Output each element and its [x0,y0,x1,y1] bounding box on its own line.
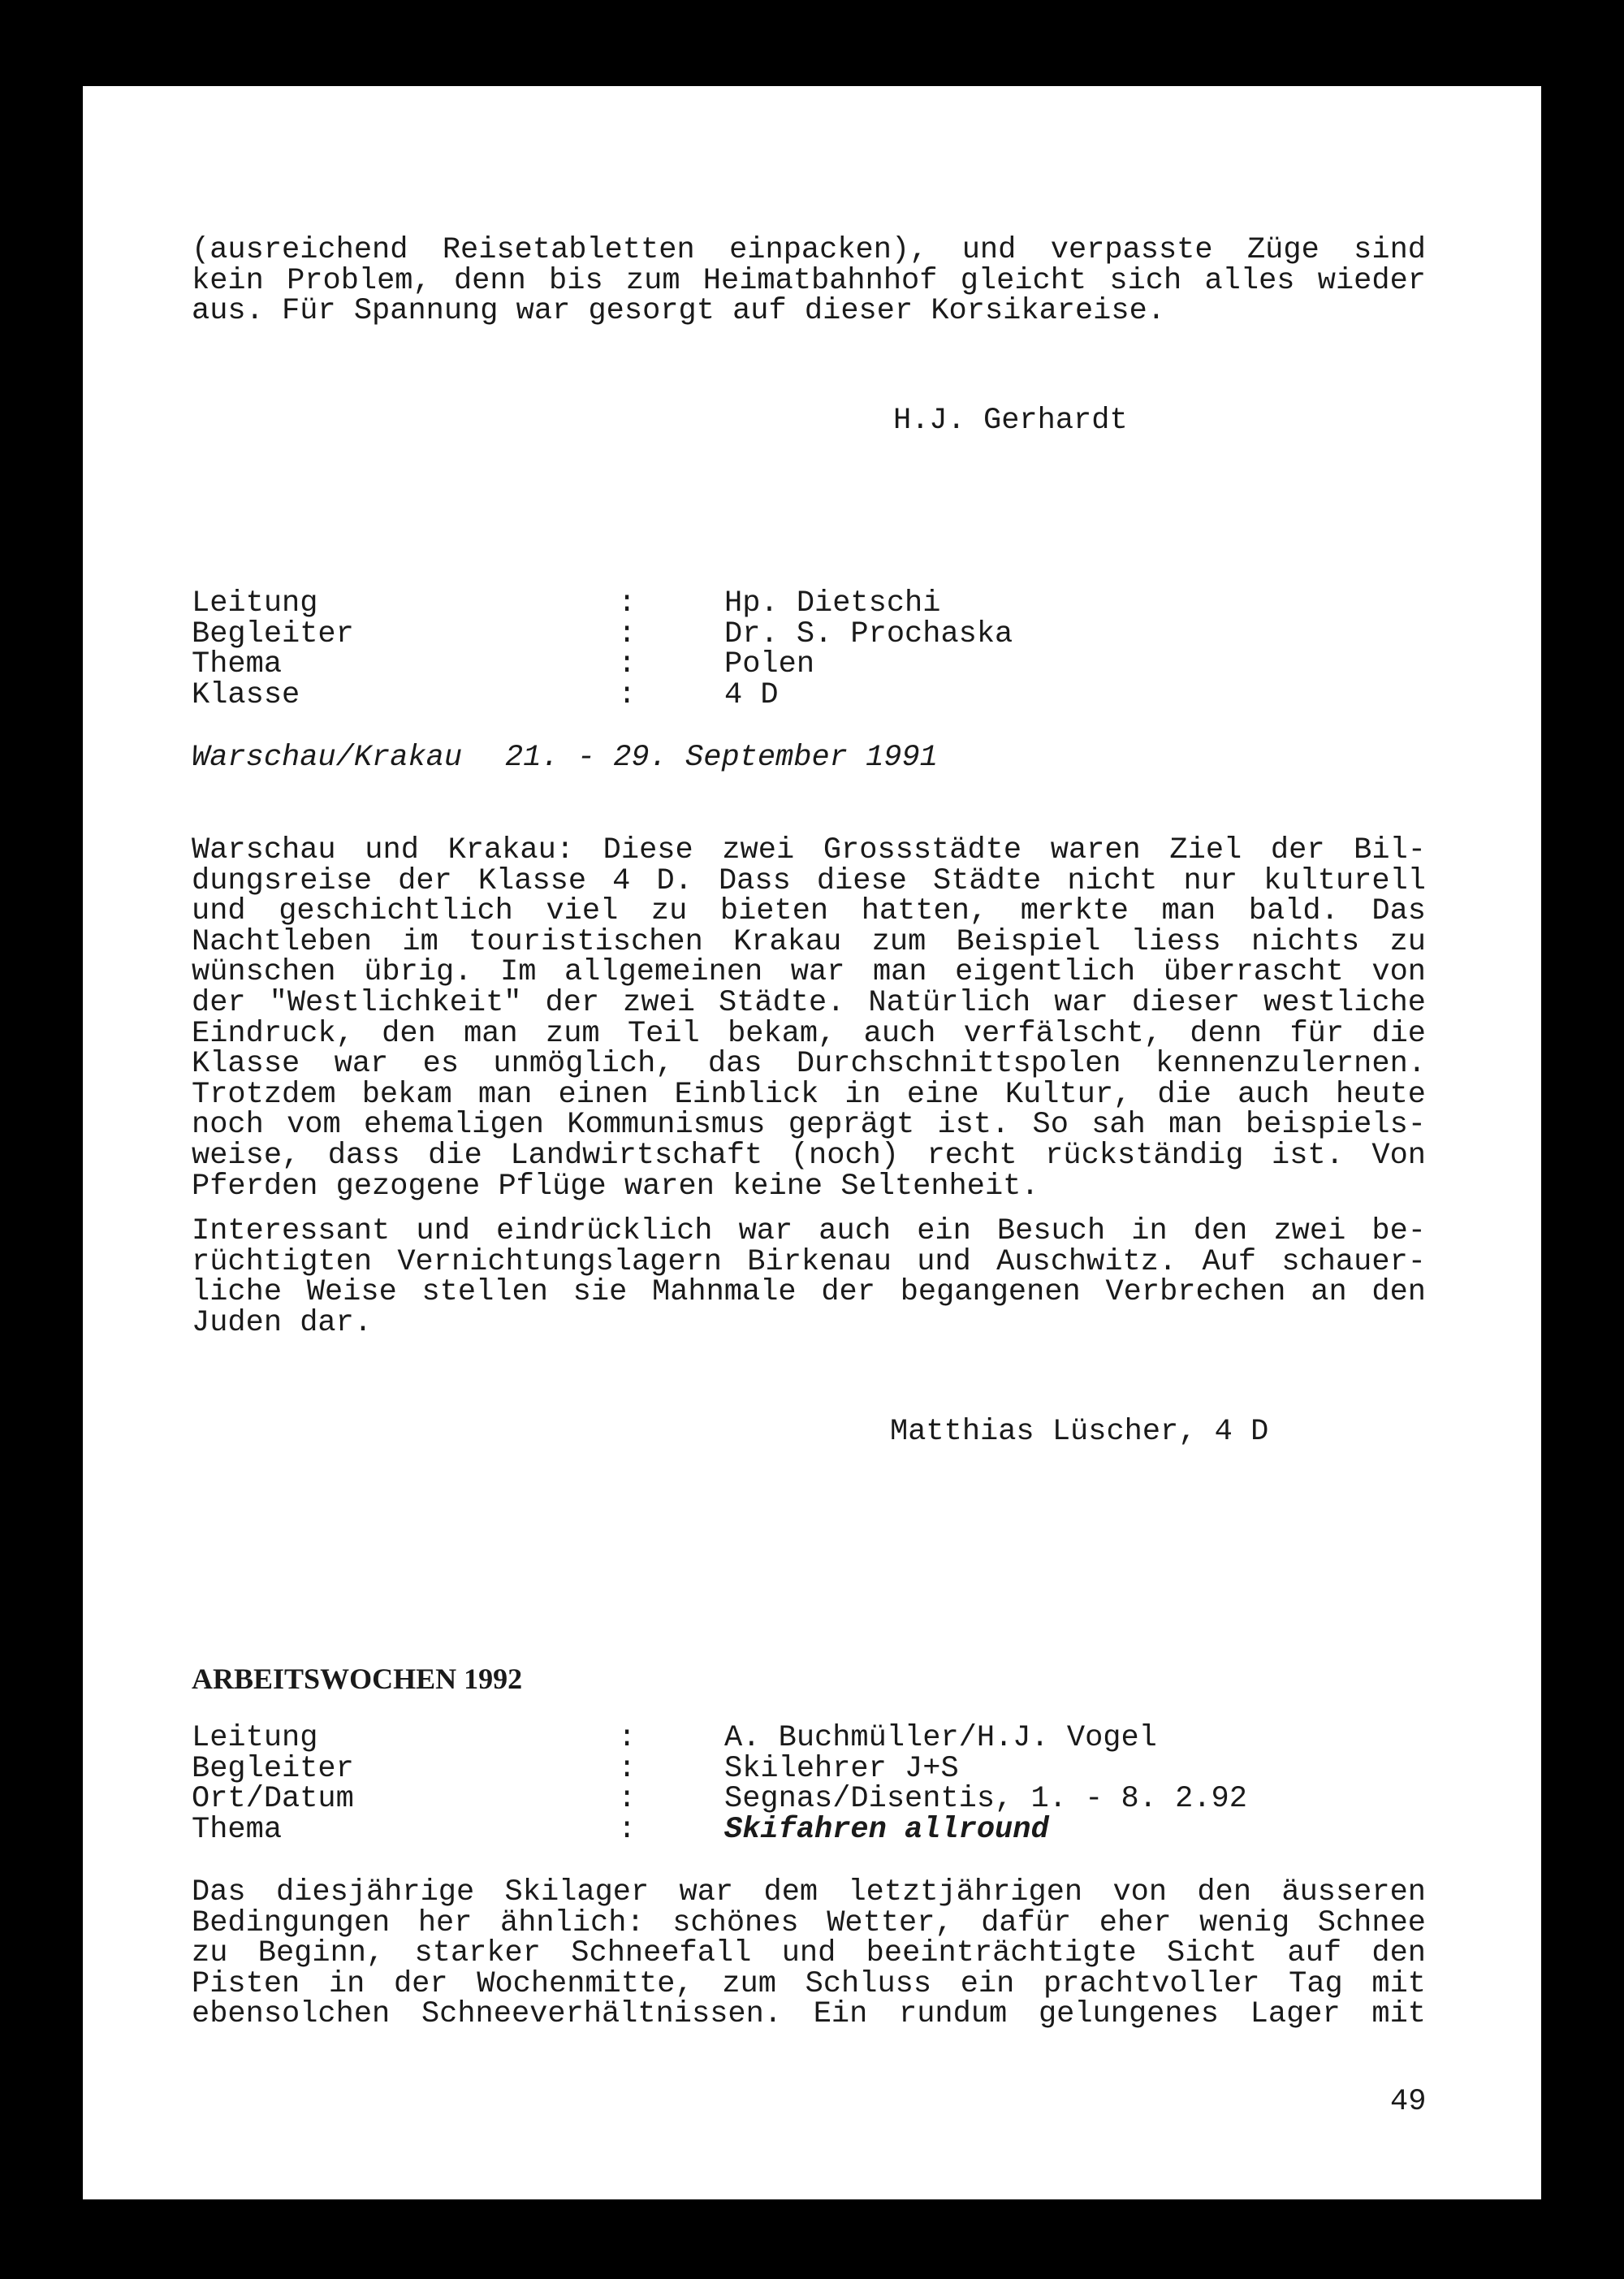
text-line: Trotzdem bekam man einen Einblick in eine Kultur, die auch heute [192,1077,1426,1112]
info-key: Begleiter [192,1751,354,1786]
info-sep: : [618,1721,637,1755]
text-line: (ausreichend Reisetabletten einpacken), und verpasste Züge sind [192,233,1426,267]
text-line: Klasse war es unmöglich, das Durchschnittspolen kennenzulernen. [192,1047,1426,1082]
info-value: 4 D [724,677,779,712]
info-sep: : [618,1812,637,1847]
text-line: Juden dar. [192,1305,373,1340]
text-line: Bedingungen her ähnlich: schönes Wetter, dafür eher wenig Schnee [192,1905,1426,1940]
text-line: Eindruck, den man zum Teil bekam, auch verfälscht, denn für die [192,1016,1426,1051]
text-line: Nachtleben im touristischen Krakau zum Beispiel liess nichts zu [192,924,1426,959]
text-line: Das diesjährige Skilager war dem letztjährigen von den äusseren [192,1875,1426,1909]
text-line: aus. Für Spannung war gesorgt auf dieser Korsikareise. [192,294,1165,329]
text-line: Interessant und eindrücklich war auch ein Besuch in den zwei be- [192,1214,1426,1248]
info-sep: : [618,586,637,621]
text-line: dungsreise der Klasse 4 D. Dass diese Städte nicht nur kulturell [192,863,1426,898]
info-key: Thema [192,647,283,682]
info-key: Klasse [192,677,300,712]
trip-place: Warschau/Krakau [192,741,463,775]
trip-date: 21. - 29. September 1991 [505,741,938,775]
info-value: Segnas/Disentis, 1. - 8. 2.92 [724,1782,1247,1817]
text-line: weise, dass die Landwirtschaft (noch) recht rückständig ist. Von [192,1138,1426,1173]
text-line: Warschau und Krakau: Diese zwei Grossstädte waren Ziel der Bil- [192,833,1426,867]
text-line: rüchtigten Vernichtungslagern Birkenau und Auschwitz. Auf schauer- [192,1244,1426,1279]
section-heading: ARBEITSWOCHEN 1992 [192,1663,523,1695]
info-key: Ort/Datum [192,1782,354,1817]
info-value: Dr. S. Prochaska [724,616,1013,651]
text-line: kein Problem, denn bis zum Heimatbahnhof gleicht sich alles wieder [192,263,1426,298]
text-line: liche Weise stellen sie Mahnmale der begangenen Verbrechen an den [192,1275,1426,1310]
text-line: und geschichtlich viel zu bieten hatten, merkte man bald. Das [192,894,1426,929]
info-key: Leitung [192,1721,318,1755]
paragraph-korsika-ending [192,233,1426,329]
info-value: Polen [724,647,815,682]
text-line: zu Beginn, starker Schneefall und beeinträchtigte Sicht auf den [192,1936,1426,1971]
paragraph-auschwitz [192,1214,1426,1340]
info-value: Skifahren allround [724,1812,1049,1847]
signature-gerhardt: H.J. Gerhardt [893,404,1128,438]
document-page [83,86,1541,2199]
info-value: Hp. Dietschi [724,586,941,621]
paragraph-skilager [192,1875,1426,2032]
info-key: Thema [192,1812,283,1847]
info-sep: : [618,1782,637,1817]
info-key: Begleiter [192,616,354,651]
info-value: A. Buchmüller/H.J. Vogel [724,1721,1157,1755]
text-line: Pferden gezogene Pflüge waren keine Seltenheit. [192,1169,1039,1204]
info-sep: : [618,616,637,651]
text-line: noch vom ehemaligen Kommunismus geprägt ist. So sah man beispiels- [192,1108,1426,1143]
text-line: der "Westlichkeit" der zwei Städte. Natürlich war dieser westliche [192,985,1426,1020]
info-sep: : [618,677,637,712]
text-line: ebensolchen Schneeverhältnissen. Ein rundum gelungenes Lager mit [192,1997,1426,2032]
info-sep: : [618,1751,637,1786]
text-line: wünschen übrig. Im allgemeinen war man eigentlich überrascht von [192,955,1426,990]
signature-luescher: Matthias Lüscher, 4 D [890,1415,1269,1449]
info-key: Leitung [192,586,318,621]
info-value: Skilehrer J+S [724,1751,959,1786]
info-sep: : [618,647,637,682]
page-number: 49 [1390,2085,1427,2119]
text-line: Pisten in der Wochenmitte, zum Schluss ein prachtvoller Tag mit [192,1966,1426,2001]
paragraph-warschau-krakau [192,833,1426,1204]
